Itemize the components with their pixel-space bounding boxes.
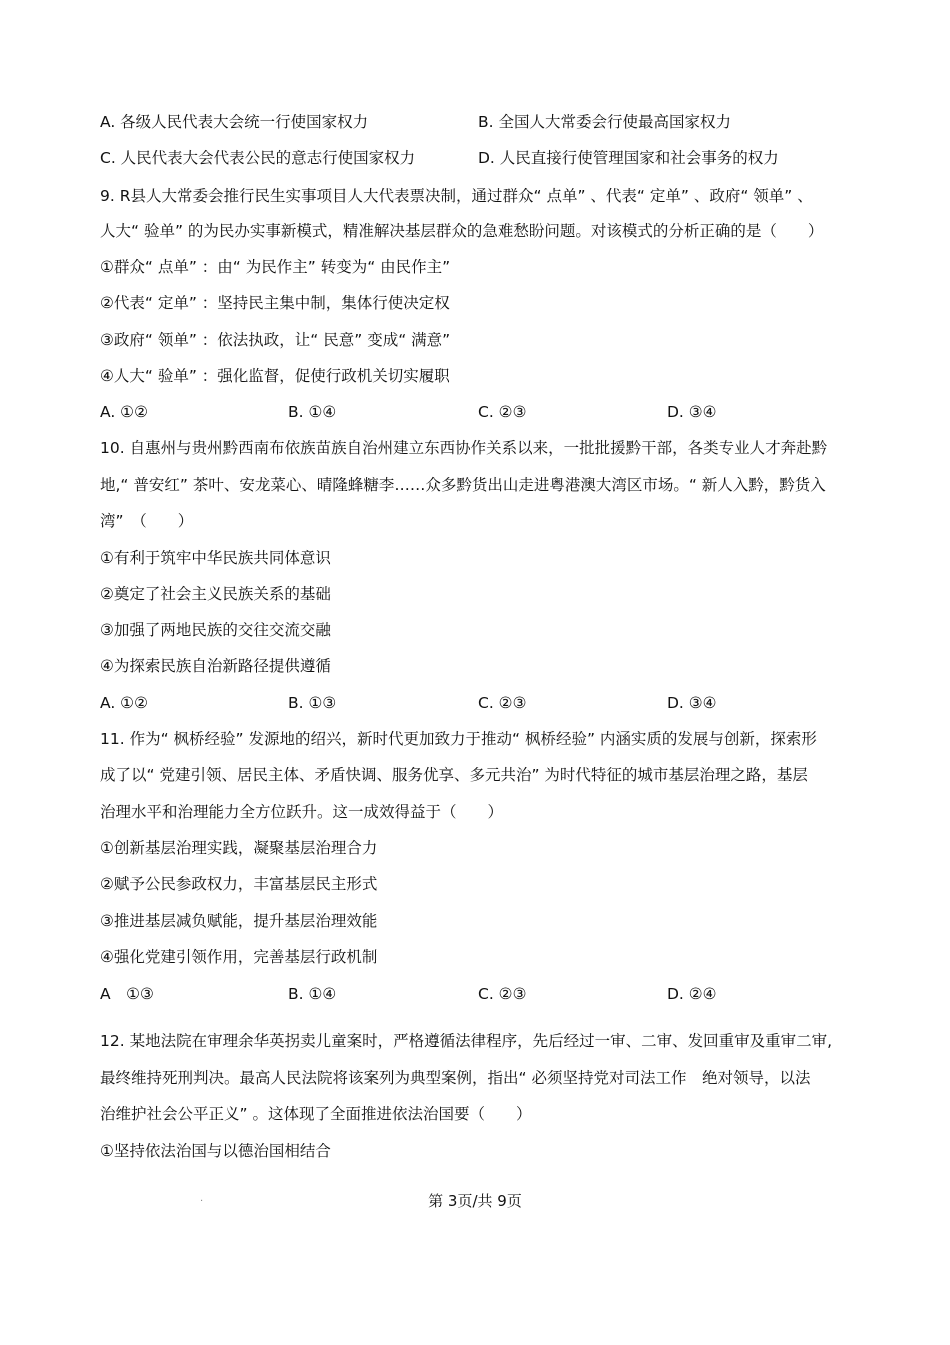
q10-choice-b: B. ①③ xyxy=(288,694,337,712)
q11-choice-b: B. ①④ xyxy=(288,985,337,1003)
q9-item-2: ②代表“ 定单” ：坚持民主集中制，集体行使决定权 xyxy=(100,294,450,312)
q11-choice-a: A ①③ xyxy=(100,985,154,1003)
q10-item-1: ①有利于筑牢中华民族共同体意识 xyxy=(100,549,331,567)
q10-choice-a: A. ①② xyxy=(100,694,148,712)
q10-stem-line2: 地,“ 普安红” 茶叶、安龙菜心、晴隆蜂糖李……众多黔货出山走进粤港澳大湾区市场。“ 新人入黔，黔货入 xyxy=(100,476,826,494)
q12-stem-line2: 最终维持死刑判决。最高人民法院将该案列为典型案例，指出“ 必须坚持党对司法工作 绝对领导，以法 xyxy=(100,1069,811,1087)
q8-option-b: B. 全国人大常委会行使最高国家权力 xyxy=(478,113,731,131)
q10-stem-line1: 10. 自惠州与贵州黔西南布依族苗族自治州建立东西协作关系以来，一批批援黔干部，各类专业人才奔赴黔 xyxy=(100,439,828,457)
q11-choice-d: D. ②④ xyxy=(667,985,717,1003)
q9-choice-c: C. ②③ xyxy=(478,403,527,421)
q11-item-4: ④强化党建引领作用，完善基层行政机制 xyxy=(100,948,378,966)
q11-stem-line3: 治理水平和治理能力全方位跃升。这一成效得益于（ ） xyxy=(100,803,504,821)
q11-item-1: ①创新基层治理实践，凝聚基层治理合力 xyxy=(100,839,378,857)
q12-stem-line3: 治维护社会公平正义” 。这体现了全面推进依法治国要（ ） xyxy=(100,1105,532,1123)
q9-item-3: ③政府“ 领单” ：依法执政，让“ 民意” 变成“ 满意” xyxy=(100,331,451,349)
q8-option-c: C. 人民代表大会代表公民的意志行使国家权力 xyxy=(100,149,416,167)
q12-stem-line1: 12. 某地法院在审理余华英拐卖儿童案时，严格遵循法律程序，先后经过一审、二审、发回重审及重审二审, xyxy=(100,1032,833,1050)
q10-choice-d: D. ③④ xyxy=(667,694,717,712)
q9-choice-d: D. ③④ xyxy=(667,403,717,421)
q11-stem-line2: 成了以“ 党建引领、居民主体、矛盾快调、服务优享、多元共治” 为时代特征的城市基层治理之路，基层 xyxy=(100,766,808,784)
q9-choice-a: A. ①② xyxy=(100,403,148,421)
q10-item-2: ②奠定了社会主义民族关系的基础 xyxy=(100,585,331,603)
q10-stem-line3: 湾” （ ） xyxy=(100,512,194,530)
q12-item-1: ①坚持依法治国与以德治国相结合 xyxy=(100,1142,331,1160)
q9-item-4: ④人大“ 验单” ：强化监督，促使行政机关切实履职 xyxy=(100,367,450,385)
q11-item-2: ②赋予公民参政权力，丰富基层民主形式 xyxy=(100,875,378,893)
q10-item-3: ③加强了两地民族的交往交流交融 xyxy=(100,621,331,639)
q8-option-a: A. 各级人民代表大会统一行使国家权力 xyxy=(100,113,369,131)
q10-choice-c: C. ②③ xyxy=(478,694,527,712)
page-number: 第 3页/共 9页 xyxy=(428,1192,522,1210)
q8-option-d: D. 人民直接行使管理国家和社会事务的权力 xyxy=(478,149,779,167)
q9-item-1: ①群众“ 点单” ：由“ 为民作主” 转变为“ 由民作主” xyxy=(100,258,451,276)
q11-item-3: ③推进基层减负赋能，提升基层治理效能 xyxy=(100,912,378,930)
q11-choice-c: C. ②③ xyxy=(478,985,527,1003)
q9-stem-line1: 9. R县人大常委会推行民生实事项目人大代表票决制，通过群众“ 点单” 、代表“ 定单” 、政府“ 领单” 、 xyxy=(100,187,813,205)
q9-stem-line2: 人大“ 验单” 的为民办实事新模式，精准解决基层群众的急难愁盼问题。对该模式的分析正确的是（ ） xyxy=(100,222,824,240)
q10-item-4: ④为探索民族自治新路径提供遵循 xyxy=(100,657,331,675)
footer-dot-mark: . xyxy=(200,1193,204,1204)
q9-choice-b: B. ①④ xyxy=(288,403,337,421)
q11-stem-line1: 11. 作为“ 枫桥经验” 发源地的绍兴，新时代更加致力于推动“ 枫桥经验” 内涵实质的发展与创新，探索形 xyxy=(100,730,817,748)
